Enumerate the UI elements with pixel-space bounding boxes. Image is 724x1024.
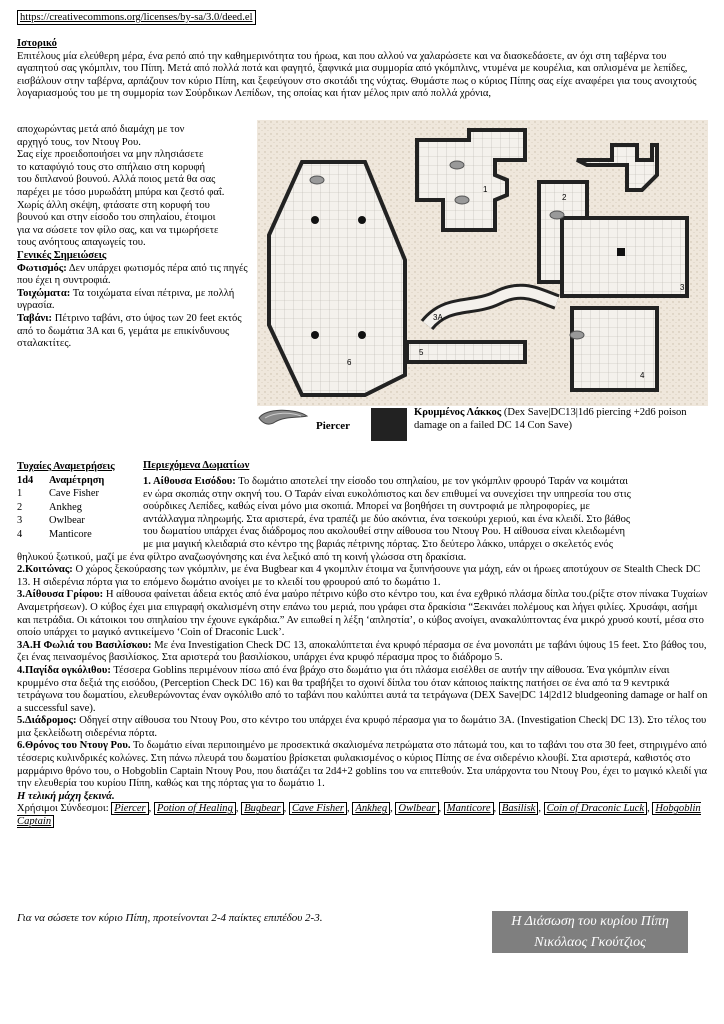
encounter-name: Ankheg xyxy=(49,501,82,513)
left-column xyxy=(17,124,257,351)
dungeon-map xyxy=(257,120,708,406)
encounter-col-name: Αναμέτρηση xyxy=(49,474,105,486)
encounter-name: Cave Fisher xyxy=(49,488,99,500)
room-2-entry xyxy=(17,564,709,589)
link-owlbear[interactable]: Owlbear xyxy=(395,802,438,815)
room-label: 3Α.Η Φωλιά του Βασιλίσκου: xyxy=(17,639,152,651)
room-text: Με ένα Investigation Check DC 13, αποκαλύπτεται ένα κρυφό πέρασμα σε ένα μονοπάτι με ταβάνι ύψους 15 feet. Στο βάθος του, ζει ένας πεινασμένος βασιλίσκος. Στα αριστερά του βασιλίσκου, υπάρχει ένα κρυφό πέρασμα προς το διάδρομο 5. xyxy=(17,639,707,664)
piercer-icon xyxy=(255,406,311,436)
map-room-label: 6 xyxy=(347,358,352,367)
encounter-name: Manticore xyxy=(49,528,92,540)
room-line: με μια μαγική κλειδαριά στο κέντρο της βαριάς πέτρινης πόρτας. Στο δεύτερο λάκκο, υπάρχει ο σκελετός ενός xyxy=(143,538,613,550)
room-5-entry xyxy=(17,715,709,740)
room-1-entry xyxy=(17,476,709,552)
history-line: παρέχει με τόσο μυρωδάτη μπύρα και ζεστό φαΐ. xyxy=(17,186,225,198)
rooms-heading: Περιεχόμενα Δωματίων xyxy=(143,460,250,471)
history-continued xyxy=(17,124,257,250)
room-label: 6.Θρόνος του Ντουγ Ρου. xyxy=(17,740,131,752)
note-ceiling xyxy=(17,313,257,351)
map-room-label: 5 xyxy=(419,348,424,357)
room-3-entry xyxy=(17,589,709,639)
history-section xyxy=(17,38,707,101)
room-text: Το δωμάτιο αποτελεί την είσοδο του σπηλαίου, με τον γκόμπλιν φρουρό Ταράν να κοιμάται xyxy=(235,476,628,487)
history-text: Επιτέλους μία ελεύθερη μέρα, ένα ρεπό από την καθημερινότητα του ήρωα, και που αλλού να χαλαρώσετε και να διασκεδάσετε, αν όχι στη ταβέρνα του αγαπητού σας γκόμπλιν, του Πίπη. Μετά από πολλά ποτά και φαγητό, ξαφνικά μια συμμορία από γκόμπλινς, ντυμένα με κουρέλια, και οπλισμένα με λεπίδες, εισβάλουν στην ταβέρνα, αρπάζουν τον κύριο Πίπη, και ξεφεύγουν στο σκοτάδι της νύχτας. Θυμάστε πως ο κύριος Πίπης σας είχε αναφέρει για τους ανοιχτούς λογαριασμούς του με τη συμμορία των Σούρδικων Λεπίδων, της οποίας και ήταν μέλος πριν από πολλά χρόνια, xyxy=(17,50,697,100)
history-line: τους ανόητους απαγωγείς του. xyxy=(17,237,146,249)
link-piercer[interactable]: Piercer xyxy=(111,802,148,815)
room-label: 5.Διάδρομος: xyxy=(17,715,77,727)
history-line: για να σώσετε τον φίλο σας, και να τιμωρήσετε xyxy=(17,224,219,236)
note-lighting xyxy=(17,263,257,288)
history-line: Χωρίς άλλη σκέψη, φτάσατε στη κορυφή του xyxy=(17,199,210,211)
room-line: σούρδικες Λεπίδες, καθώς είναι μόνο μια σκοπιά. Μπορεί να βοηθήσει τη συντροφιά με πληροφορίες, με xyxy=(143,501,591,513)
resources-label: Χρήσιμοι Σύνδεσμοι: xyxy=(17,803,109,815)
pit-title: Κρυμμένος Λάκκος xyxy=(414,407,502,418)
link-hobgoblin-captain[interactable]: Hobgoblin Captain xyxy=(17,803,701,828)
history-line: Σας είχε προειδοποιήσει να μην πλησιάσετε xyxy=(17,149,204,161)
map-room-label: 3 xyxy=(680,283,685,292)
room-label: 1. Αίθουσα Εισόδου: xyxy=(143,476,236,487)
room-4-entry xyxy=(17,665,709,715)
encounter-roll: 1 xyxy=(17,488,23,500)
encounter-roll: 4 xyxy=(17,528,23,540)
room-line: θηλυκού ξωτικού, μαζί με ένα φίλτρο αναζωογόνησης και ένα λεξικό από τη κοινή γλώσσα στη δρακίσια. xyxy=(17,551,467,563)
history-line: το καταφύγιό τους στο σπήλαιο στη κορυφή xyxy=(17,161,206,173)
final-battle: Η τελική μάχη ξεκινά. xyxy=(17,790,115,802)
rooms-section xyxy=(17,476,709,829)
license-url[interactable] xyxy=(17,10,256,25)
history-line: αποχωρώντας μετά από διαμάχη με τον xyxy=(17,124,185,135)
note-label: Ταβάνι: xyxy=(17,312,53,324)
resources-line: Χρήσιμοι Σύνδεσμοι: Piercer , Potion of Healing , Bugbear , Cave Fisher , Ankheg , Owlbear , Manticore , Basilisk , Coin of Draconic Luck , Hobgoblin Captain xyxy=(17,803,701,828)
license-link[interactable]: https://creativecommons.org/licenses/by-sa/3.0/deed.el xyxy=(20,12,253,23)
link-coin-of-draconic-luck[interactable]: Coin of Draconic Luck xyxy=(544,802,647,815)
pit-details: (Dex Save|DC13|1d6 piercing +2d6 poison damage on a failed DC 14 Con Save) xyxy=(414,407,687,431)
legend-pit-text xyxy=(414,407,714,432)
room-3 xyxy=(562,218,687,296)
room-text: Η αίθουσα φαίνεται άδεια εκτός από ένα μαύρο πέτρινο κύβο στο κέντρο του, και ένα εχθρικό πλάσμα δίπλα του.(ρίξτε στον πίνακα Τυχαίων Αναμετρήσεων). Ο κύβος έχει μια επιγραφή σκαλισμένη στην επάνω του μεριά, που γράφει στα δρακίσια “Ξεκινάει πολέμους και λήγει φιλίες. Χρυσάφι, ασήμι και πετράδια. Οι κάτοικοι του σπηλαίου την έχουνε εγκάρδια.” Αν ειπωθεί η λέξη ‘απληστία’, ο κύβος ανοίγει, ανακαλύπτοντας ένα μικρό χρυσό κουτί, μέσα στο οποίο υπάρχει το μαγικό αντικείμενο ‘Coin of Draconic Luck’. xyxy=(17,589,708,639)
room-line: αντάλλαγμα πληρωμής. Στα αριστερά, ένα τραπέζι με δύο ακόντια, ένα τσεκούρι χεριού, και ένα κλειδί. Στο βάθος xyxy=(143,513,631,525)
room-3a-entry xyxy=(17,640,709,665)
title-card xyxy=(492,911,688,953)
room-label: 2.Κοιτώνας: xyxy=(17,564,73,576)
note-text: Τα τοιχώματα είναι πέτρινα, με πολλή υγρασία. xyxy=(17,287,235,312)
room-6-entry xyxy=(17,740,709,790)
encounter-name: Owlbear xyxy=(49,515,85,527)
map-room-label: 1 xyxy=(483,185,488,194)
room-text: Ο χώρος ξεκούρασης των γκόμπλιν, με ένα Bugbear και 4 γκομπλιν έτοιμα να ξυπνήσουνε για μάχη, εάν οι ήρωες αποτύχουν σε Stealth Check DC 13. Η σιδερένια πόρτα για το επόμενο δωμάτιο ανοίγει με το κλειδί του φρουρού από το δωμάτιο 1. xyxy=(17,564,701,588)
player-recommendation: Για να σώσετε τον κύριο Πίπη, προτείνονται 2-4 παίκτες επιπέδου 2-3. xyxy=(17,912,323,924)
map-room-label: 2 xyxy=(562,193,567,202)
history-line: βουνού και στην είσοδο του σπηλαίου, έτοιμοι xyxy=(17,212,216,224)
link-basilisk[interactable]: Basilisk xyxy=(499,802,539,815)
corridor-5 xyxy=(407,342,525,362)
link-ankheg[interactable]: Ankheg xyxy=(352,802,390,815)
adventure-title: Η Διάσωση του κυρίου Πίπη xyxy=(511,914,669,929)
encounter-title-text: Τυχαίες Αναμετρήσεις xyxy=(17,461,115,472)
link-cave-fisher[interactable]: Cave Fisher xyxy=(289,802,347,815)
room-text: Το δωμάτιο είναι περιποιημένο με προσεκτικά σκαλισμένα πετρώματα στο πάτωμά του, και το ταβάνι του στα 30 feet, στηριγμένο από τέσσερις κυλινδρικές κολώνες. Στη πάνω πλευρά του δωματίου βρίσκεται φυλακισμένος ο κύριος Πίπης σε ένα σιδερένιο κλουβί. Στα αριστερά, καθιστός στο μαρμάρινο θρόνο του, ο Hobgoblin Captain Ντουγ Ρου, που διατάζει τα 2d4+2 goblins του να επιτεθούν. Στα υπάρχοντα του Ντουγ Ρου, έχει το μαγικό κλειδί για την ελευθερία του κυρίου Πίπη, καθώς και της πόρτας για το δωμάτιο 1. xyxy=(17,740,708,790)
encounter-col-dice: 1d4 xyxy=(17,474,34,486)
general-notes-heading: Γενικές Σημειώσεις xyxy=(17,249,107,261)
link-bugbear[interactable]: Bugbear xyxy=(241,802,283,815)
encounter-roll: 2 xyxy=(17,501,23,513)
room-text: Οδηγεί στην αίθουσα του Ντουγ Ρου, στο κέντρο του υπάρχει ένα κρυφό πέρασμα για το δωμάτιο 3Α. (Investigation Check| DC 13). Στο τέλος του μια ξεκλείδωτη σιδερένια πόρτα. xyxy=(17,715,707,739)
pit-trap-icon xyxy=(371,408,407,441)
history-line: του διπλανού βουνού. Αλλά ποιος μετά θα σας xyxy=(17,174,216,186)
note-walls xyxy=(17,288,257,313)
history-line: αρχηγό τους, τον Ντουγ Ρου. xyxy=(17,136,141,148)
room-line: του δωματίου υπάρχει ένας διάδρομος που ακολουθεί στην αίθουσα του Ντουγ Ρου. Η αίθουσα είναι κλειδωμένη xyxy=(143,526,626,538)
note-label: Τοιχώματα: xyxy=(17,287,71,299)
note-text: Πέτρινο ταβάνι, στο ύψος των 20 feet εκτός από το δωμάτια 3Α και 6, γεμάτα με επικίνδυνους σταλακτίτες. xyxy=(17,312,242,350)
room-label: 4.Παγίδα ογκόλιθου: xyxy=(17,664,111,676)
legend-piercer-label: Piercer xyxy=(316,420,350,432)
map-room-label: 3A xyxy=(433,313,443,322)
author-name: Νικόλαος Γκούτζιος xyxy=(534,935,646,950)
note-text: Δεν υπάρχει φωτισμός πέρα από τις πηγές που έχει η συντροφιά. xyxy=(17,262,248,287)
encounter-table-title xyxy=(17,460,137,474)
link-manticore[interactable]: Manticore xyxy=(444,802,494,815)
encounter-roll: 3 xyxy=(17,515,23,527)
note-label: Φωτισμός: xyxy=(17,262,67,274)
room-text: Τέσσερα Goblins περιμένουν πίσω από ένα βράχο στο δωμάτιο για ότι πλάσμα εισέλθει σε αυτήν την αίθουσα. Ένα γκόμπλιν είναι κρυμμένο στα δεξιά της εισόδου, (Perception Check DC 16) και θα τραβήξει το σχοινί δίπλα του όταν κάποιος παίκτης πατήσει σε ένα από τα 9 κεντρικά τετράγωνα του δωματίου, ελευθερώνοντας έναν ογκόλιθο από το ταβάνι που καλύπτει αυτά τα τετράγωνα (DEX Save|DC 14|2d12 bludgeoning damage or half on a successful save). xyxy=(17,664,708,714)
room-line xyxy=(143,476,709,489)
map-room-label: 4 xyxy=(640,371,645,380)
history-heading: Ιστορικό xyxy=(17,38,57,49)
room-label: 3.Αίθουσα Γρίφου: xyxy=(17,589,104,601)
room-line: εν ώρα σκοπιάς στην σκηνή του. Ο Ταράν είναι ευκολόπιστος και δεν επιθυμεί να συνεχίσει την υπηρεσία του στις xyxy=(143,488,631,500)
link-potion-of-healing[interactable]: Potion of Healing xyxy=(154,802,236,815)
